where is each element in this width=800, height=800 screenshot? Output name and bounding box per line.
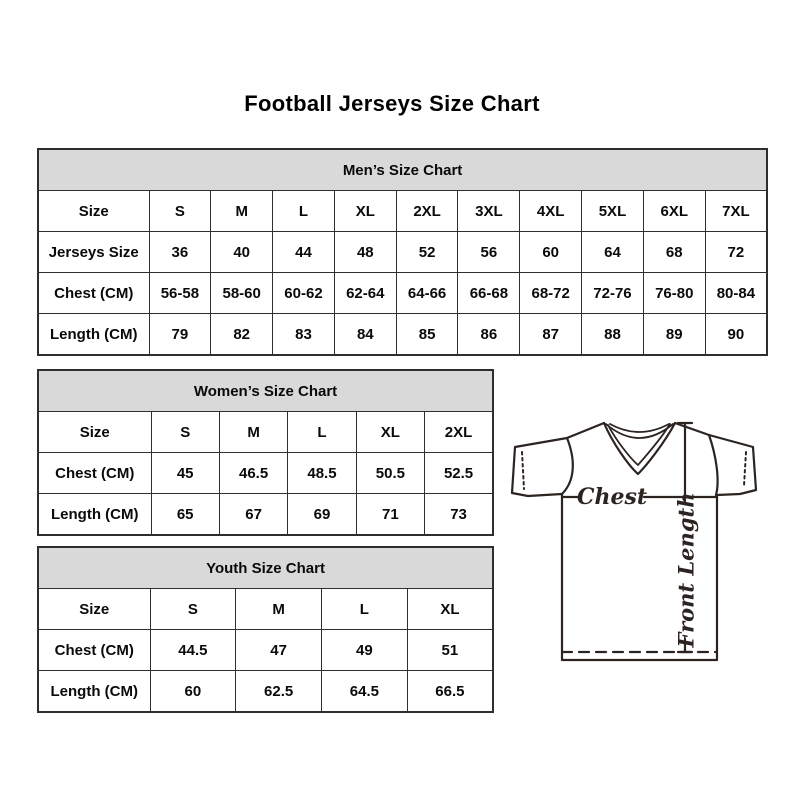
chest-label: Chest — [576, 484, 648, 510]
size-cell: M — [219, 412, 287, 453]
table-row — [38, 314, 767, 356]
size-cell: 64 — [582, 232, 644, 273]
size-cell: 6XL — [643, 191, 705, 232]
size-cell: 84 — [334, 314, 396, 356]
size-cell: 64-66 — [396, 273, 458, 314]
size-cell: S — [150, 589, 236, 630]
size-cell: 85 — [396, 314, 458, 356]
table-row — [38, 494, 493, 536]
table-row — [38, 453, 493, 494]
size-cell: 60-62 — [273, 273, 335, 314]
size-cell: 65 — [151, 494, 219, 536]
size-cell: 66.5 — [407, 671, 493, 713]
size-cell: 5XL — [582, 191, 644, 232]
collar-back-arc-inner — [610, 424, 669, 432]
size-cell: 56-58 — [149, 273, 211, 314]
front-length-label: Front Length — [673, 492, 699, 648]
size-cell: L — [322, 589, 408, 630]
size-cell: 72 — [705, 232, 767, 273]
jersey-outline — [512, 423, 756, 660]
size-cell: 56 — [458, 232, 520, 273]
size-cell: 72-76 — [582, 273, 644, 314]
row-label: Chest (CM) — [38, 273, 149, 314]
size-cell: 73 — [425, 494, 493, 536]
size-cell: 89 — [643, 314, 705, 356]
row-label: Jerseys Size — [38, 232, 149, 273]
size-cell: 60 — [520, 232, 582, 273]
size-cell: 76-80 — [643, 273, 705, 314]
youth-table-title: Youth Size Chart — [38, 547, 493, 589]
size-cell: 50.5 — [356, 453, 424, 494]
table-row — [38, 589, 493, 630]
row-label: Length (CM) — [38, 314, 149, 356]
table-row — [38, 630, 493, 671]
size-cell: 7XL — [705, 191, 767, 232]
womens-table-title: Women’s Size Chart — [38, 370, 493, 412]
right-cuff-stitch-line — [744, 452, 746, 486]
size-cell: S — [151, 412, 219, 453]
size-cell: 80-84 — [705, 273, 767, 314]
size-cell: 64.5 — [322, 671, 408, 713]
page-title: Football Jerseys Size Chart — [244, 91, 540, 116]
table-row — [38, 412, 493, 453]
row-label: Size — [38, 589, 150, 630]
right-armhole-seam — [709, 435, 718, 495]
size-cell: 44.5 — [150, 630, 236, 671]
size-cell: 67 — [219, 494, 287, 536]
size-cell: 71 — [356, 494, 424, 536]
table-row — [38, 273, 767, 314]
size-cell: 49 — [322, 630, 408, 671]
size-cell: M — [236, 589, 322, 630]
size-cell: 62-64 — [334, 273, 396, 314]
table-row — [38, 671, 493, 713]
size-cell: 52.5 — [425, 453, 493, 494]
size-cell: 40 — [211, 232, 273, 273]
size-cell: 79 — [149, 314, 211, 356]
size-cell: S — [149, 191, 211, 232]
size-cell: 48 — [334, 232, 396, 273]
size-cell: 52 — [396, 232, 458, 273]
size-cell: 44 — [273, 232, 335, 273]
size-cell: 88 — [582, 314, 644, 356]
size-cell: 66-68 — [458, 273, 520, 314]
size-cell: 58-60 — [211, 273, 273, 314]
left-cuff-stitch-line — [522, 452, 524, 489]
mens-table-title: Men’s Size Chart — [38, 149, 767, 191]
row-label: Length (CM) — [38, 494, 151, 536]
size-cell: L — [288, 412, 356, 453]
size-cell: 2XL — [425, 412, 493, 453]
size-cell: L — [273, 191, 335, 232]
youth-size-chart-table — [37, 546, 494, 713]
size-cell: 46.5 — [219, 453, 287, 494]
size-cell: 47 — [236, 630, 322, 671]
size-cell: 45 — [151, 453, 219, 494]
row-label: Size — [38, 191, 149, 232]
row-label: Size — [38, 412, 151, 453]
mens-size-chart-table — [37, 148, 768, 356]
size-cell: 62.5 — [236, 671, 322, 713]
size-cell: 82 — [211, 314, 273, 356]
size-cell: XL — [407, 589, 493, 630]
size-cell: 4XL — [520, 191, 582, 232]
size-cell: 60 — [150, 671, 236, 713]
size-cell: 69 — [288, 494, 356, 536]
size-cell: 86 — [458, 314, 520, 356]
size-cell: 48.5 — [288, 453, 356, 494]
size-cell: 68 — [643, 232, 705, 273]
size-cell: 36 — [149, 232, 211, 273]
size-cell: XL — [356, 412, 424, 453]
size-cell: 87 — [520, 314, 582, 356]
row-label: Chest (CM) — [38, 453, 151, 494]
size-cell: M — [211, 191, 273, 232]
jersey-diagram-svg — [505, 410, 770, 675]
table-row — [38, 232, 767, 273]
size-cell: 68-72 — [520, 273, 582, 314]
size-cell: XL — [334, 191, 396, 232]
size-cell: 83 — [273, 314, 335, 356]
size-cell: 2XL — [396, 191, 458, 232]
womens-size-chart-table — [37, 369, 494, 536]
jersey-measurement-diagram — [505, 410, 770, 675]
row-label: Length (CM) — [38, 671, 150, 713]
left-armhole-seam — [562, 438, 573, 494]
size-cell: 51 — [407, 630, 493, 671]
size-cell: 3XL — [458, 191, 520, 232]
table-row — [38, 191, 767, 232]
size-cell: 90 — [705, 314, 767, 356]
row-label: Chest (CM) — [38, 630, 150, 671]
